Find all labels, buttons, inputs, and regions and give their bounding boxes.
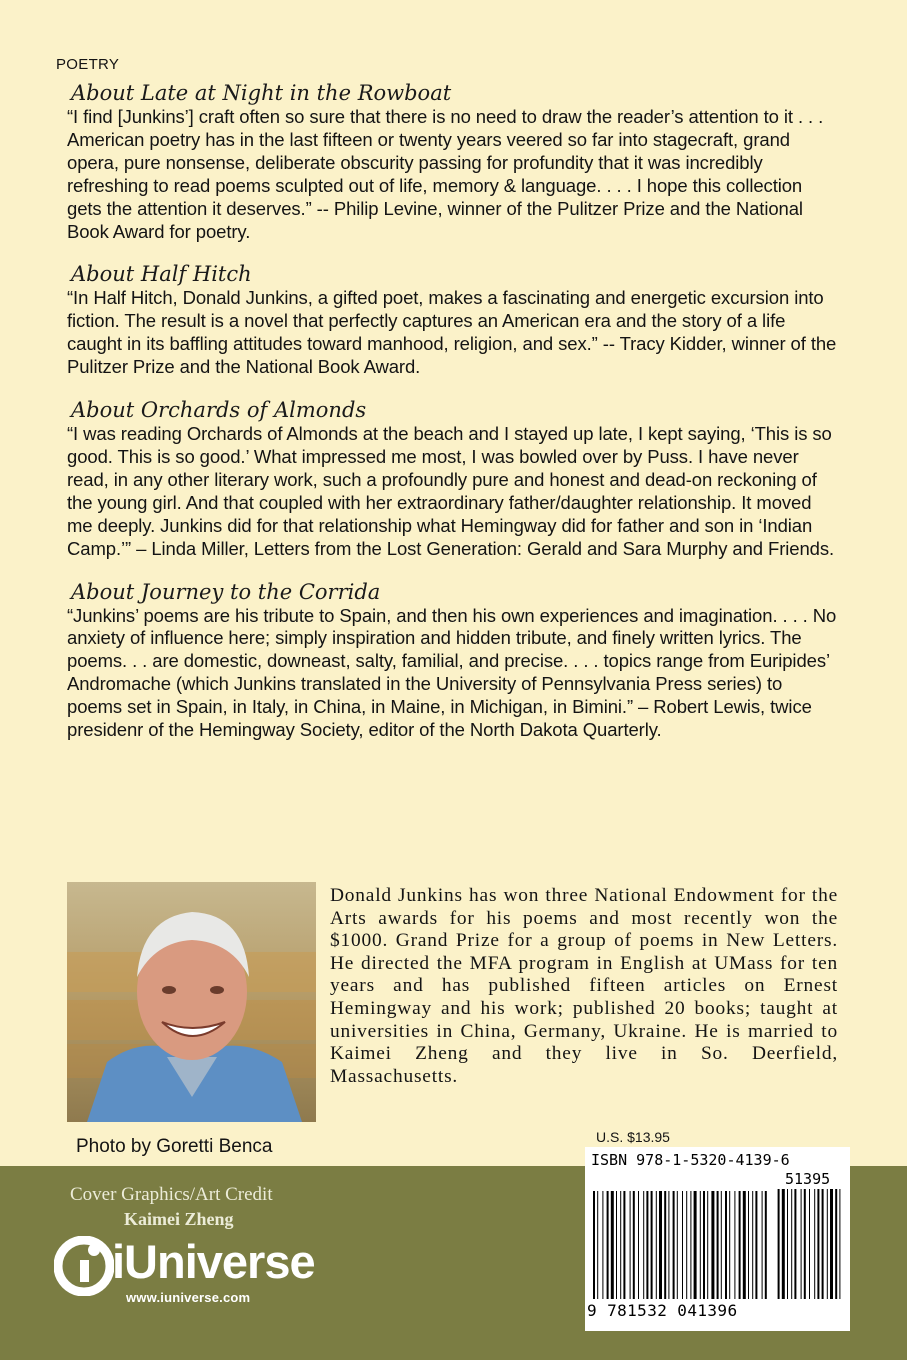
blurb-orchards	[67, 397, 837, 560]
barcode-bar	[607, 1191, 609, 1299]
addon-bar	[839, 1189, 840, 1299]
review-blurbs	[67, 80, 837, 760]
blurb-rowboat	[67, 80, 837, 243]
addon-bar	[778, 1189, 780, 1299]
barcode-bar	[638, 1191, 639, 1299]
blurb-half-hitch	[67, 261, 837, 379]
addon-bar	[801, 1189, 802, 1299]
blurb-quote: “In Half Hitch, Donald Junkins, a gifted poet, makes a fascinating and energetic excursion into fiction. The result is a novel that perfectly captures an American era and the story of a life caught in its baffling attitudes toward manhood, religion, and sex.” -- Tracy Kidder, winner of the Pulitzer Prize and the National Book Award.	[67, 287, 837, 378]
barcode-bar	[630, 1191, 631, 1299]
barcode-bar	[765, 1191, 767, 1299]
barcode-bar	[673, 1191, 675, 1299]
author-bio: Donald Junkins has won three National Endowment for the Arts awards for his poems and most recently won the $1000. Grand Prize for a group of poems in New Letters. He directed the MFA program in English at UMass for ten years and has published fifteen articles on Ernest Hemingway and his work; published 20 books; taught at universities in China, Germany, Ukraine. He is married to Kaimei Zheng and they live in So. Deerfield, Massachusetts.	[330, 885, 838, 1087]
barcode-bar	[690, 1191, 691, 1299]
author-portrait-image	[67, 882, 316, 1122]
photo-credit: Photo by Goretti Benca	[76, 1136, 273, 1157]
barcode-bar	[668, 1191, 669, 1299]
addon-bar	[809, 1189, 810, 1299]
barcode-bar	[729, 1191, 730, 1299]
addon-bar	[804, 1189, 806, 1299]
barcode-bar	[755, 1191, 757, 1299]
barcode-digits: 9 781532 041396	[587, 1301, 738, 1320]
isbn-barcode	[585, 1147, 850, 1331]
barcode-bar	[721, 1191, 722, 1299]
blurb-quote: “Junkins’ poems are his tribute to Spain, and then his own experiences and imagination. . . . No anxiety of influence here; simply inspiration and hidden tribute, and finely written lyrics. The poems. . . are domestic, downeast, salty, familial, and precise. . . . topics range from Euripides’ Andromache (which Junkins translated in the University of Pennsylvania Press series) to poems set in Spain, in Italy, in China, in Maine, in Michigan, in Bimini.” – Robert Lewis, twice presidenr of the Hemingway Society, editor of the North Dakota Quarterly.	[67, 604, 837, 741]
barcode-bar	[593, 1191, 595, 1299]
addon-bar	[817, 1189, 819, 1299]
barcode-bar	[643, 1191, 644, 1299]
publisher-logo-text: iUniverse	[112, 1235, 315, 1288]
blurb-quote: “I was reading Orchards of Almonds at the beach and I stayed up late, I kept saying, ‘This is so good. This is so good.’ What impressed me most, I was bowled over by Puss. I have never read, in any other literary work, such a profoundly pure and honest and dead-on reckoning of the young girl. And that coupled with her extraordinary father/daughter relationship. It moved me deeply. Junkins did for that relationship what Hemingway did for father and son in ‘Indian Camp.’” – Linda Miller, Letters from the Lost Generation: Gerald and Sara Murphy and Friends.	[67, 423, 835, 559]
barcode-bar	[700, 1191, 701, 1299]
barcode-bar	[703, 1191, 705, 1299]
price-label: U.S. $13.95	[596, 1129, 670, 1145]
barcode-bar	[734, 1191, 735, 1299]
addon-bar	[827, 1189, 828, 1299]
isbn-text: ISBN 978-1-5320-4139-6	[591, 1151, 790, 1169]
iuniverse-swirl-icon	[54, 1236, 114, 1296]
barcode-bar	[611, 1191, 614, 1299]
barcode-bar	[656, 1191, 657, 1299]
art-credit-label: Cover Graphics/Art Credit	[70, 1184, 273, 1205]
addon-bar	[814, 1189, 815, 1299]
barcode-bar	[725, 1191, 727, 1299]
publisher-url[interactable]: www.iuniverse.com	[126, 1290, 251, 1305]
barcode-bar	[646, 1191, 648, 1299]
blurb-title: About Journey to the Corrida	[71, 579, 381, 604]
barcode-bar	[694, 1191, 697, 1299]
blurb-quote: “I find [Junkins’] craft often so sure that there is no need to draw the reader’s attention to it . . . American poetry has in the last fifteen or twenty years veered so far into stagecraft, grand opera, pure nonsense, deliberate obscurity passing for profundity that it was incredibly refreshing to read poems sculpted out of life, memory & language. . . . I hope this collection gets the attention it deserves.” -- Philip Levine, winner of the Pulitzer Prize and the National Book Award for poetry.	[67, 106, 824, 242]
barcode-bar	[686, 1191, 687, 1299]
barcode-bar	[717, 1191, 719, 1299]
publisher-logo	[54, 1232, 374, 1312]
addon-bar	[830, 1189, 833, 1299]
barcode-bar	[748, 1191, 749, 1299]
category-label: POETRY	[56, 56, 120, 73]
barcode-bar	[739, 1191, 741, 1299]
addon-bar	[782, 1189, 785, 1299]
barcode-bar	[711, 1191, 714, 1299]
author-photo	[67, 882, 316, 1122]
addon-bar	[835, 1189, 837, 1299]
barcode-bar	[682, 1191, 683, 1299]
blurb-title: About Half Hitch	[71, 262, 252, 287]
barcode-bar	[651, 1191, 653, 1299]
addon-bar	[794, 1189, 796, 1299]
barcode-bar	[762, 1191, 763, 1299]
barcode-bar	[597, 1191, 598, 1299]
barcode-bar	[602, 1191, 603, 1299]
blurb-title: About Late at Night in the Rowboat	[71, 81, 452, 105]
blurb-corrida	[67, 579, 837, 742]
barcode-bar	[623, 1191, 625, 1299]
addon-bar	[822, 1189, 824, 1299]
barcode-bar	[633, 1191, 635, 1299]
addon-digits: 51395	[785, 1170, 831, 1188]
barcode-bar	[620, 1191, 621, 1299]
barcode-bar	[664, 1191, 666, 1299]
barcode-bar	[659, 1191, 662, 1299]
barcode-bar	[752, 1191, 753, 1299]
addon-bar	[791, 1189, 792, 1299]
barcode-bar	[707, 1191, 708, 1299]
barcode-bar	[677, 1191, 678, 1299]
blurb-title: About Orchards of Almonds	[71, 398, 367, 423]
addon-bar	[787, 1189, 788, 1299]
barcode-bar	[616, 1191, 617, 1299]
art-credit-name: Kaimei Zheng	[124, 1209, 234, 1229]
barcode-bar	[743, 1191, 746, 1299]
